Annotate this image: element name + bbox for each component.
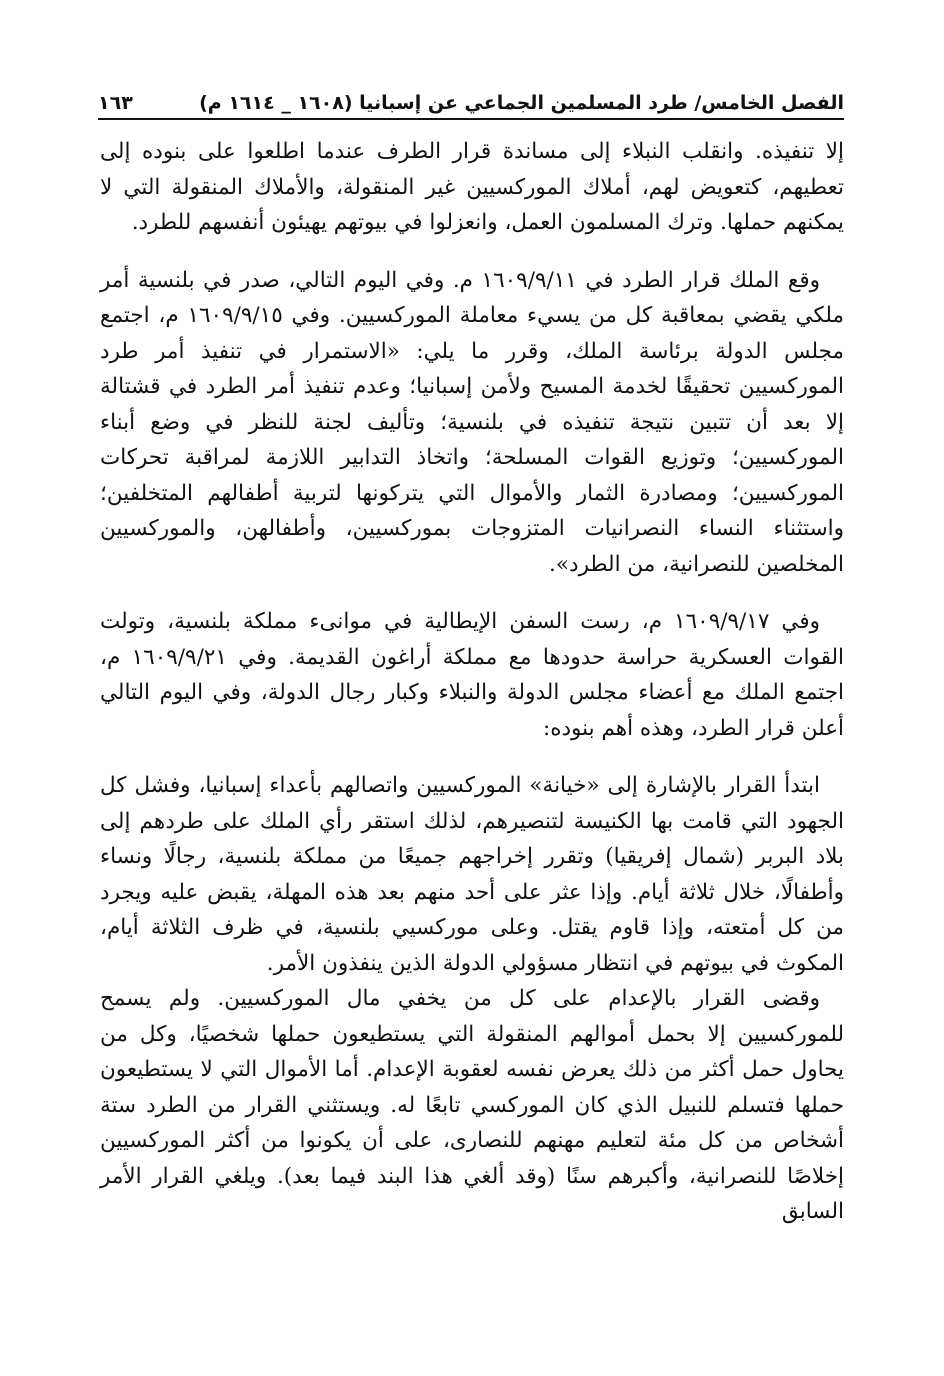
running-header	[98, 74, 844, 120]
paragraph: وقضى القرار بالإعدام على كل من يخفي مال الموركسيين. ولم يسمح للموركسيين إلا بحمل أموالهم المنقولة التي يستطيعون حملها شخصيًا، وكل من يحاول حمل أكثر من ذلك يعرض نفسه لعقوبة الإعدام. أما الأموال التي لا يستطيعون حملها فتسلم للنبيل الذي كان الموركسي تابعًا له. ويستثني القرار من الطرد ستة أشخاص من كل مئة لتعليم مهنهم للنصارى، على أن يكونوا من أكثر الموركسيين إخلاصًا للنصرانية، وأكبرهم سنًا (وقد ألغي هذا البند فيما بعد). ويلغي القرار الأمر السابق	[100, 986, 844, 1224]
paragraph: وفي ١٦٠٩/٩/١٧ م، رست السفن الإيطالية في موانىء مملكة بلنسية، وتولت القوات العسكرية حراسة حدودها مع مملكة أراغون القديمة. وفي ١٦٠٩/٩/٢١ م، اجتمع الملك مع أعضاء مجلس الدولة والنبلاء وكبار رجال الدولة، وفي اليوم التالي أعلن قرار الطرد، وهذه أهم بنوده:	[100, 609, 844, 741]
paragraph: وقع الملك قرار الطرد في ١٦٠٩/٩/١١ م. وفي اليوم التالي، صدر في بلنسية أمر ملكي يقضي بمعاقبة كل من يسيء معاملة الموركسيين. وفي ١٦٠٩/٩/١٥ م، اجتمع مجلس الدولة برئاسة الملك، وقرر ما يلي: «الاستمرار في تنفيذ أمر طرد الموركسيين تحقيقًا لخدمة المسيح ولأمن إسبانيا؛ وعدم تنفيذ أمر الطرد في قشتالة إلا بعد أن تتبين نتيجة تنفيذه في بلنسية؛ وتأليف لجنة للنظر في وضع أبناء الموركسيين؛ وتوزيع القوات المسلحة؛ واتخاذ التدابير اللازمة لمراقبة تحركات الموركسيين؛ ومصادرة الثمار والأموال التي يتركونها لتربية أطفالهم المتخلفين؛ واستثناء النساء النصرانيات المتزوجات بموركسيين، وأطفالهن، والموركسيين المخلصين للنصرانية، من الطرد».	[100, 267, 844, 577]
page-number: ١٦٣	[98, 92, 133, 114]
paragraph: إلا تنفيذه. وانقلب النبلاء إلى مساندة قرار الطرف عندما اطلعوا على بنوده إلى تعطيهم، كتعويض لهم، أملاك الموركسيين غير المنقولة، والأملاك المنقولة التي لا يمكنهم حملها. وترك المسلمون العمل، وانعزلوا في بيوتهم يهيئون أنفسهم للطرد.	[100, 139, 844, 235]
paragraph: ابتدأ القرار بالإشارة إلى «خيانة» الموركسيين واتصالهم بأعداء إسبانيا، وفشل كل الجهود التي قامت بها الكنيسة لتنصيرهم، لذلك استقر رأي الملك على طردهم إلى بلاد البربر (شمال إفريقيا) وتقرر إخراجهم جميعًا من مملكة بلنسية، رجالًا ونساء وأطفالًا، خلال ثلاثة أيام. وإذا عثر على أحد منهم بعد هذه المهلة، يقبض عليه ويجرد من كل أمتعته، وإذا قاوم يقتل. وعلى موركسيي بلنسية، في ظرف الثلاثة أيام، المكوث في بيوتهم في انتظار مسؤولي الدولة الذين ينفذون الأمر.	[100, 773, 844, 976]
body-text	[100, 134, 844, 1230]
chapter-title: الفصل الخامس/ طرد المسلمين الجماعي عن إسبانيا (١٦٠٨ _ ١٦١٤ م)	[199, 92, 844, 114]
